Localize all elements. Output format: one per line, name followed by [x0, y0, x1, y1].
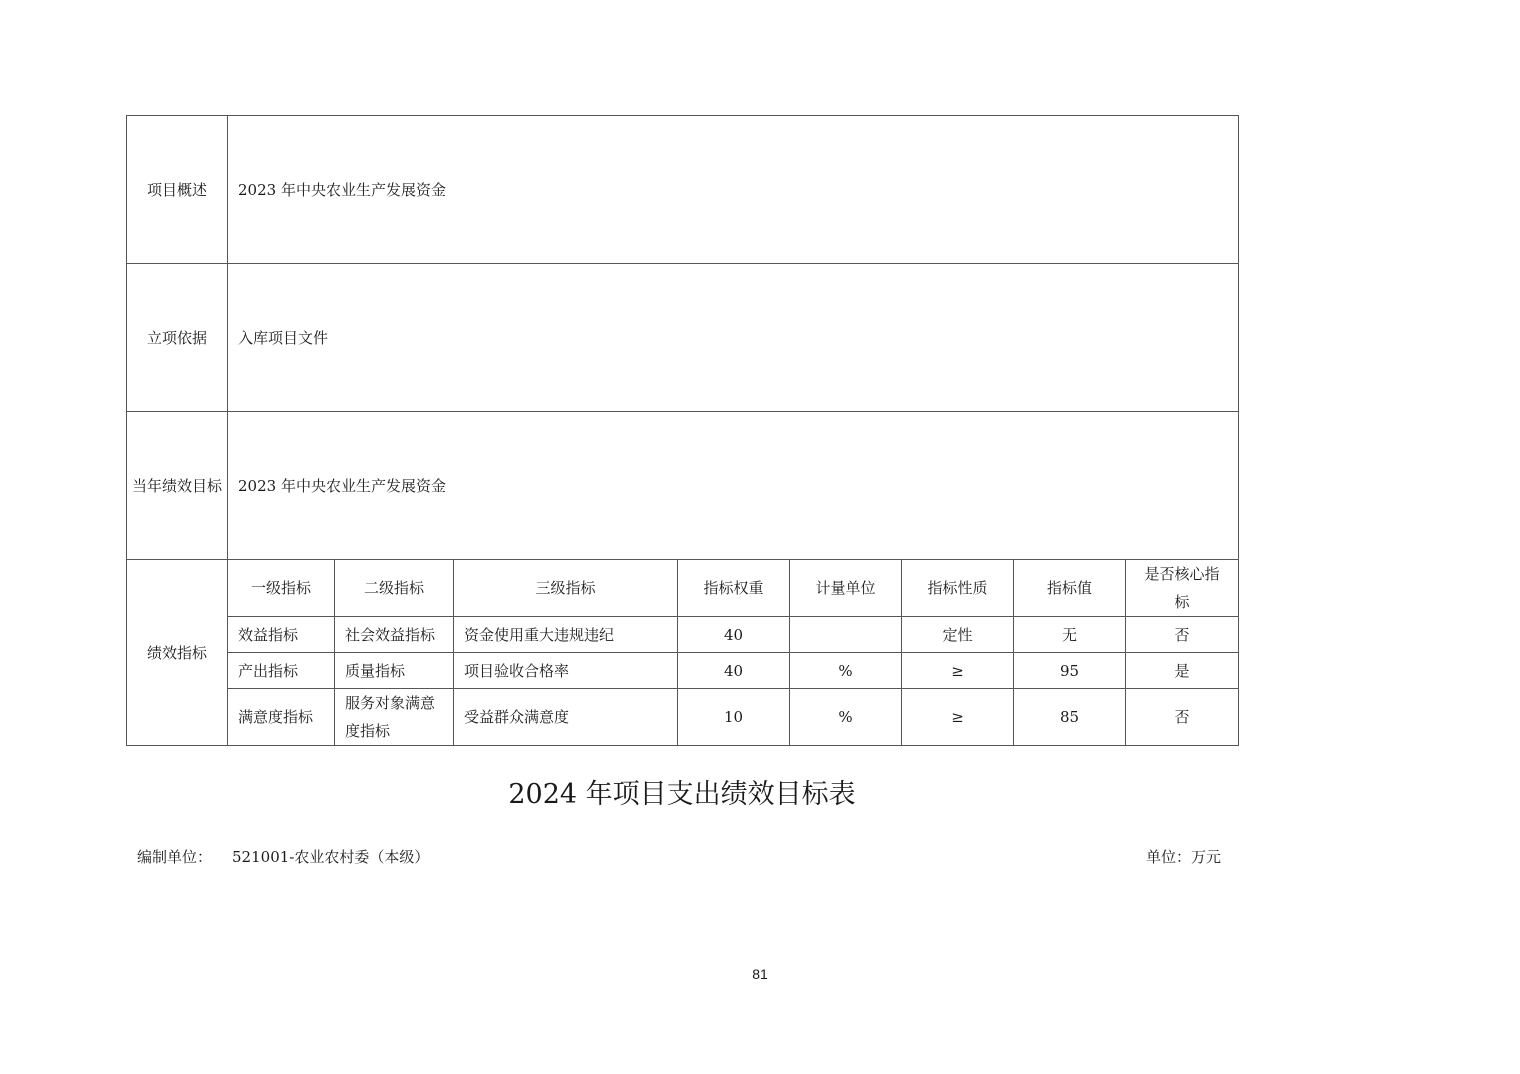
basis-value: 入库项目文件 — [228, 264, 1239, 412]
table-cell: 产出指标 — [228, 653, 335, 689]
table-cell: % — [790, 689, 902, 746]
page-number: 81 — [752, 966, 768, 982]
table-row — [127, 617, 1239, 653]
header-cell: 一级指标 — [228, 560, 335, 617]
header-cell: 二级指标 — [335, 560, 454, 617]
table-cell: 质量指标 — [335, 653, 454, 689]
table-cell: 资金使用重大违规违纪 — [454, 617, 678, 653]
header-cell: 指标值 — [1014, 560, 1126, 617]
table-cell: 是 — [1126, 653, 1239, 689]
table-cell — [790, 617, 902, 653]
indicator-header-row — [127, 560, 1239, 617]
org-info — [137, 846, 429, 867]
table-cell: 定性 — [902, 617, 1014, 653]
performance-table — [126, 115, 1239, 746]
overview-value: 2023 年中央农业生产发展资金 — [228, 116, 1239, 264]
table-cell: 满意度指标 — [228, 689, 335, 746]
header-cell: 计量单位 — [790, 560, 902, 617]
header-cell: 三级指标 — [454, 560, 678, 617]
header-cell: 指标性质 — [902, 560, 1014, 617]
goal-label: 当年绩效目标 — [127, 412, 228, 560]
table-cell: % — [790, 653, 902, 689]
table-row — [127, 689, 1239, 746]
table-cell: ≥ — [902, 653, 1014, 689]
table-cell: 服务对象满意度指标 — [335, 689, 454, 746]
table-cell: ≥ — [902, 689, 1014, 746]
table-cell: 85 — [1014, 689, 1126, 746]
table-cell: 10 — [678, 689, 790, 746]
table-cell: 项目验收合格率 — [454, 653, 678, 689]
goal-value: 2023 年中央农业生产发展资金 — [228, 412, 1239, 560]
overview-label: 项目概述 — [127, 116, 228, 264]
basis-label: 立项依据 — [127, 264, 228, 412]
table-cell: 否 — [1126, 689, 1239, 746]
table-row — [127, 653, 1239, 689]
table-cell: 40 — [678, 617, 790, 653]
table-cell: 否 — [1126, 617, 1239, 653]
page-title: 2024 年项目支出绩效目标表 — [508, 779, 856, 810]
unit-label: 单位：万元 — [1146, 848, 1222, 866]
header-cell: 指标权重 — [678, 560, 790, 617]
indicators-label: 绩效指标 — [127, 560, 228, 746]
table-cell: 无 — [1014, 617, 1126, 653]
table-cell: 受益群众满意度 — [454, 689, 678, 746]
table-cell: 社会效益指标 — [335, 617, 454, 653]
header-cell: 是否核心指标 — [1126, 560, 1239, 617]
goal-row — [127, 412, 1239, 560]
table-cell: 40 — [678, 653, 790, 689]
overview-row — [127, 116, 1239, 264]
table-cell: 95 — [1014, 653, 1126, 689]
table-cell: 效益指标 — [228, 617, 335, 653]
org-value: 521001-农业农村委（本级） — [232, 848, 430, 866]
basis-row — [127, 264, 1239, 412]
org-label: 编制单位： — [137, 848, 213, 866]
